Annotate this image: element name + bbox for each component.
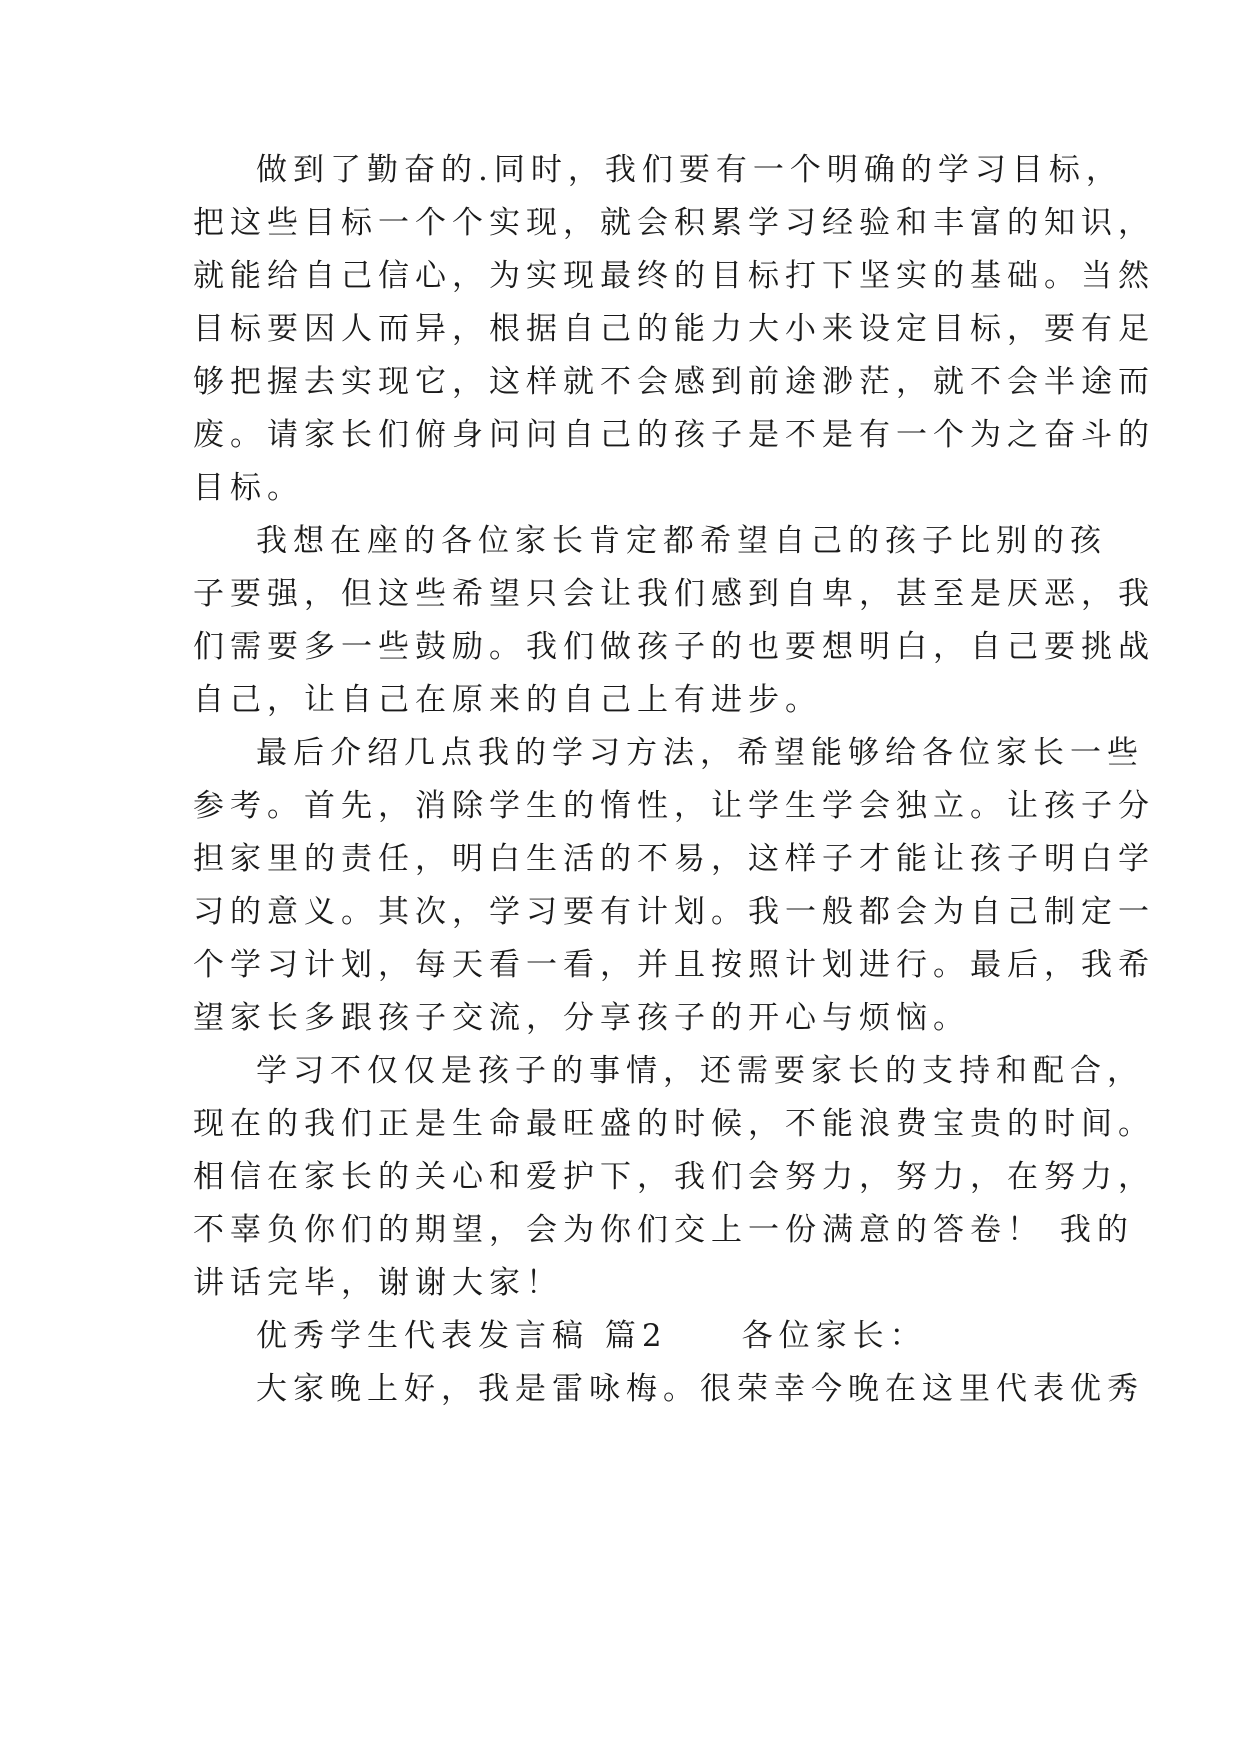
text-line: 不辜负你们的期望，会为你们交上一份满意的答卷！ 我的 bbox=[193, 1212, 1134, 1248]
text-line: 大家晚上好，我是雷咏梅。很荣幸今晚在这里代表优秀 bbox=[256, 1371, 1144, 1407]
text-line: 最后介绍几点我的学习方法，希望能够给各位家长一些 bbox=[256, 735, 1144, 771]
text-line: 们需要多一些鼓励。我们做孩子的也要想明白，自己要挑战 bbox=[193, 629, 1155, 665]
text-line: 够把握去实现它，这样就不会感到前途渺茫，就不会半途而 bbox=[193, 364, 1155, 400]
text-line: 望家长多跟孩子交流，分享孩子的开心与烦恼。 bbox=[193, 1000, 970, 1036]
text-line: 自己，让自己在原来的自己上有进步。 bbox=[193, 682, 822, 718]
text-line: 就能给自己信心，为实现最终的目标打下坚实的基础。当然 bbox=[193, 258, 1155, 294]
text-line: 子要强，但这些希望只会让我们感到自卑，甚至是厌恶，我 bbox=[193, 576, 1155, 612]
text-line: 习的意义。其次，学习要有计划。我一般都会为自己制定一 bbox=[193, 894, 1155, 930]
text-line: 讲话完毕，谢谢大家！ bbox=[193, 1265, 563, 1301]
text-line: 个学习计划，每天看一看，并且按照计划进行。最后，我希 bbox=[193, 947, 1155, 983]
text-line: 担家里的责任，明白生活的不易，这样子才能让孩子明白学 bbox=[193, 841, 1155, 877]
text-line: 参考。首先，消除学生的惰性，让学生学会独立。让孩子分 bbox=[193, 788, 1155, 824]
text-line: 做到了勤奋的.同时，我们要有一个明确的学习目标， bbox=[256, 152, 1123, 188]
text-line: 把这些目标一个个实现，就会积累学习经验和丰富的知识， bbox=[193, 205, 1155, 241]
section-heading: 优秀学生代表发言稿 篇2 各位家长： bbox=[256, 1318, 927, 1354]
text-line: 现在的我们正是生命最旺盛的时候，不能浪费宝贵的时间。 bbox=[193, 1106, 1155, 1142]
text-line: 相信在家长的关心和爱护下，我们会努力，努力，在努力， bbox=[193, 1159, 1155, 1195]
text-line: 目标。 bbox=[193, 470, 304, 506]
text-line: 废。请家长们俯身问问自己的孩子是不是有一个为之奋斗的 bbox=[193, 417, 1155, 453]
text-line: 学习不仅仅是孩子的事情，还需要家长的支持和配合， bbox=[256, 1053, 1144, 1089]
text-line: 目标要因人而异，根据自己的能力大小来设定目标，要有足 bbox=[193, 311, 1155, 347]
text-line: 我想在座的各位家长肯定都希望自己的孩子比别的孩 bbox=[256, 523, 1107, 559]
